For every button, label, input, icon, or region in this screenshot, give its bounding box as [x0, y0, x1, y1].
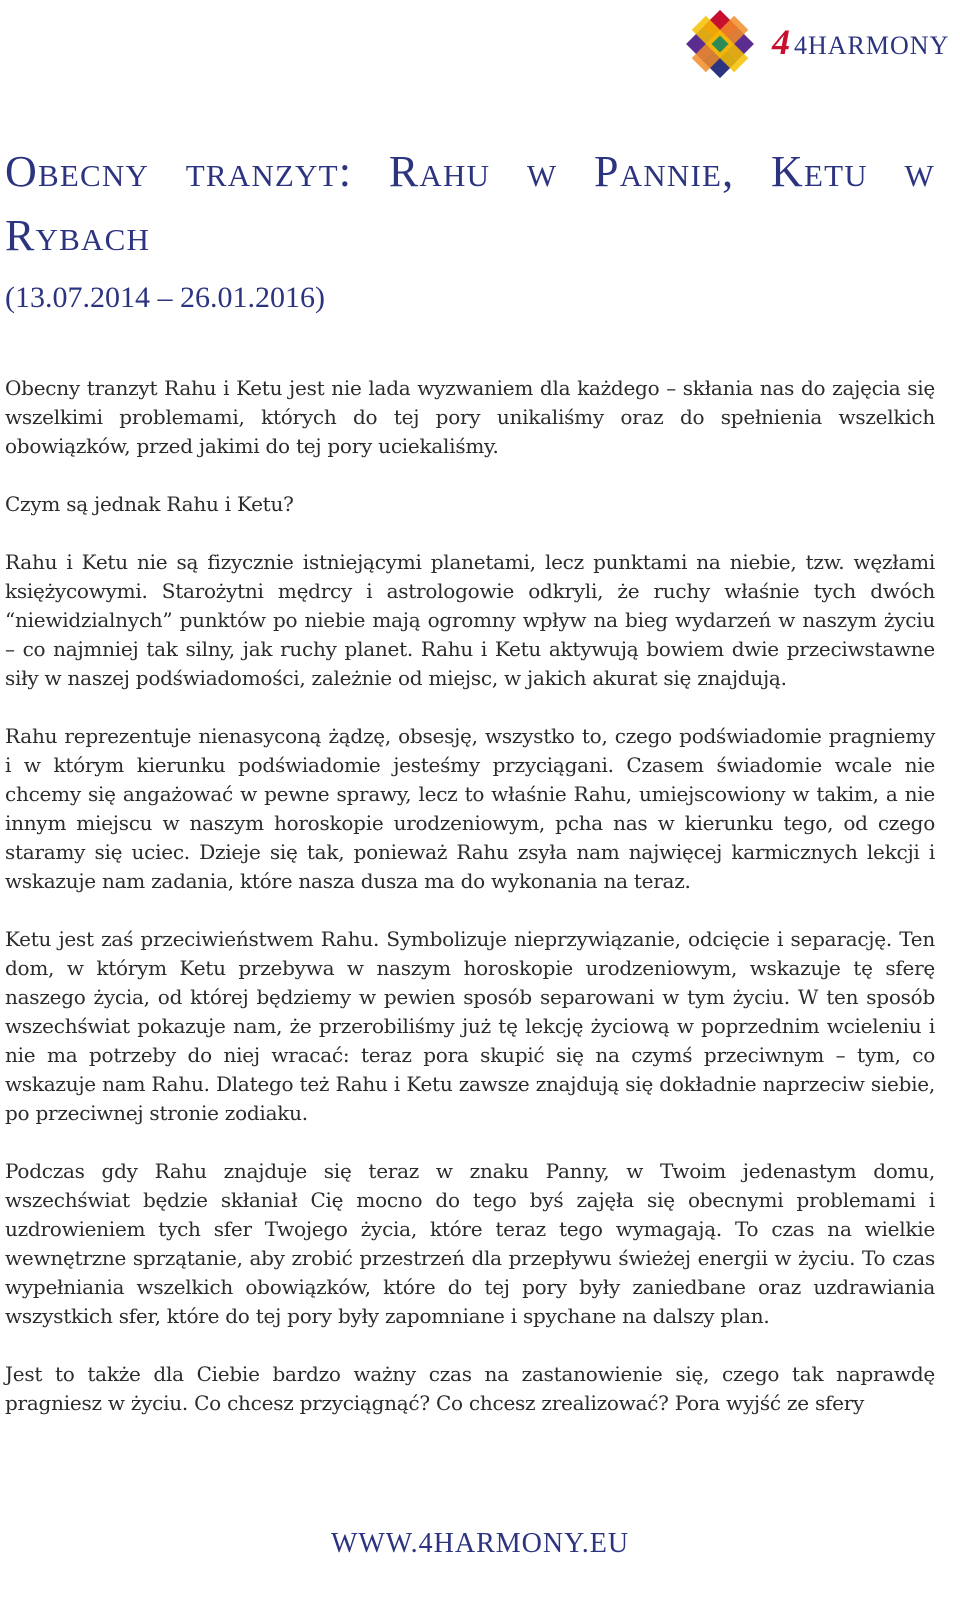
paragraph-ketu: Ketu jest zaś przeciwieństwem Rahu. Symbolizuje nieprzywiązanie, odcięcie i separację. Ten dom, w którym Ketu przebywa w naszym horoskopie urodzeniowym, wskazuje tę sferę naszego życia, od której będziemy w pewien sposób separowani w tym życiu. W ten sposób wszechświat pokazuje nam, że przerobiliśmy już tę lekcję życiową w poprzednim wcieleniu i nie ma potrzeby do niej wracać: teraz pora skupić się na czymś przeciwnym – tym, co wskazuje nam Rahu. Dlatego też Rahu i Ketu zawsze znajdują się dokładnie naprzeciw siebie, po przeciwnej stronie zodiaku. [5, 927, 935, 1125]
paragraph-intro: Obecny tranzyt Rahu i Ketu jest nie lada wyzwaniem dla każdego – skłania nas do zajęcia się wszelkimi problemami, których do tej pory unikaliśmy oraz do spełnienia wszelkich obowiązków, przed jakimi do tej pory uciekaliśmy. [5, 376, 935, 458]
paragraph-rahu: Rahu reprezentuje nienasyconą żądzę, obsesję, wszystko to, czego podświadomie pragniemy i w którym kierunku podświadomie jesteśmy przyciągani. Czasem świadomie wcale nie chcemy się angażować w pewne sprawy, lecz to właśnie Rahu, umiejscowiony w takim, a nie innym miejscu w naszym horoskopie urodzeniowym, pcha nas w kierunku tego, od czego staramy się uciec. Dzieje się tak, ponieważ Rahu zsyła nam najwięcej karmicznych lekcji i wskazuje nam zadania, które nasza dusza ma do wykonania na teraz. [5, 724, 935, 893]
footer [0, 1528, 960, 1560]
brand-logo[interactable] [680, 4, 950, 84]
title-line-1: Obecny tranzyt: Rahu w Pannie, Ketu w [5, 147, 935, 196]
harmony-logo-icon [680, 4, 950, 84]
paragraph-question: Czym są jednak Rahu i Ketu? [5, 492, 294, 516]
title-dates: (13.07.2014 – 26.01.2016) [5, 281, 325, 314]
paragraph-virgo: Podczas gdy Rahu znajduje się teraz w znaku Panny, w Twoim jedenastym domu, wszechświat będzie skłaniał Cię mocno do tego byś zajęła się obecnymi problemami i uzdrowieniem tych sfer Twojego życia, które teraz tego wymagają. To czas na wielkie wewnętrzne sprzątanie, aby zrobić przestrzeń dla przepływu świeżej energii w życiu. To czas wypełniania wszelkich obowiązków, które do tej pory były zaniedbane oraz uzdrawiania wszystkich sfer, które do tej pory były zapomniane i spychane na dalszy plan. [5, 1159, 935, 1328]
svg-text:4HARMONY: 4HARMONY [794, 31, 950, 60]
paragraph-desire: Jest to także dla Ciebie bardzo ważny czas na zastanowienie się, czego tak naprawdę pragniesz w życiu. Co chcesz przyciągnąć? Co chcesz zrealizować? Pora wyjść ze sfery [5, 1362, 935, 1415]
article-body [5, 374, 935, 1447]
title-line-2: Rybach [5, 211, 151, 260]
footer-website-link[interactable]: WWW.4HARMONY.EU [330, 1528, 630, 1559]
svg-text:4: 4 [772, 22, 790, 62]
document-title [5, 140, 935, 268]
paragraph-nodes: Rahu i Ketu nie są fizycznie istniejącymi planetami, lecz punktami na niebie, tzw. węzłami księżycowymi. Starożytni mędrcy i astrologowie odkryli, że ruchy właśnie tych dwóch “niewidzialnych” punktów po niebie mają ogromny wpływ na bieg wydarzeń w naszym życiu – co najmniej tak silny, jak ruchy planet. Rahu i Ketu aktywują bowiem dwie przeciwstawne siły w naszej podświadomości, zależnie od miejsc, w jakich akurat się znajdują. [5, 550, 935, 690]
